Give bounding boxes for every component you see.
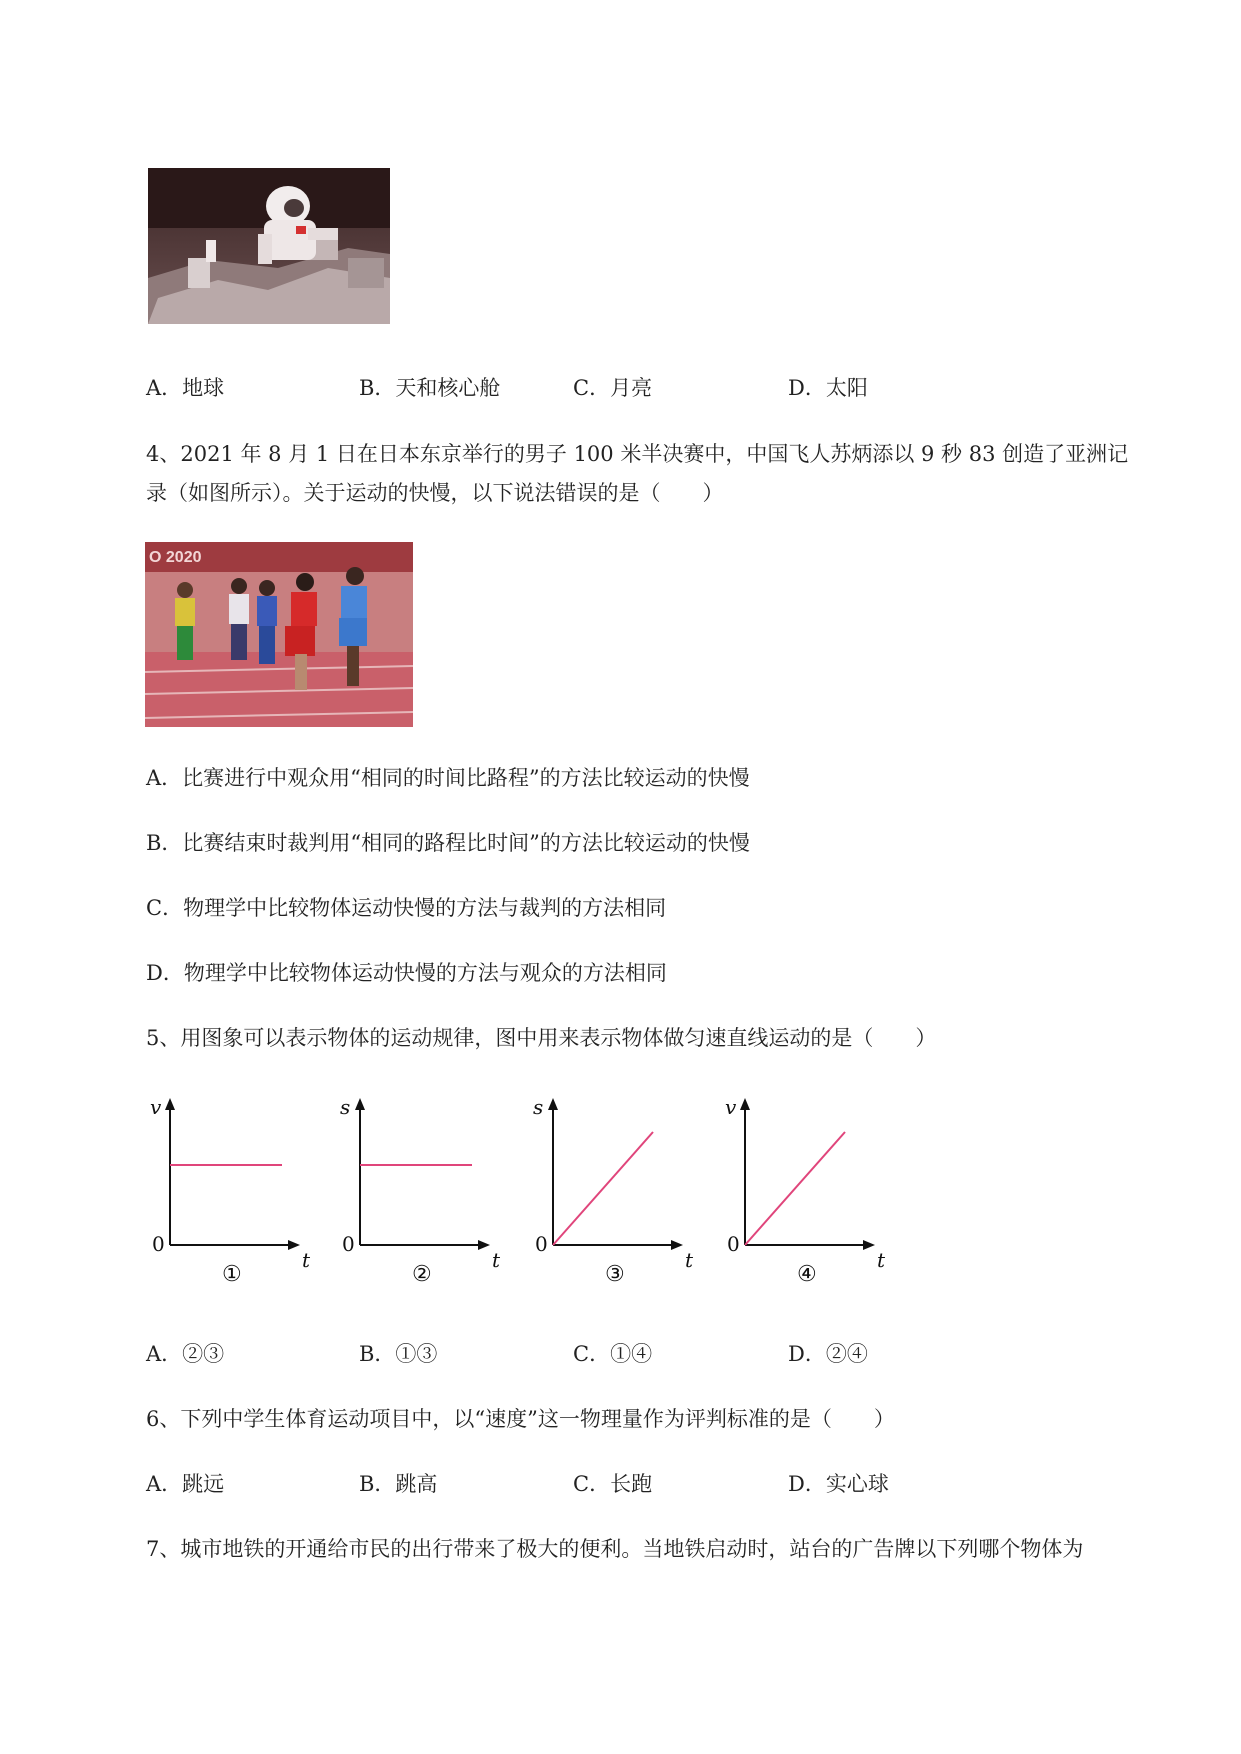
- q4-option-a: A．比赛进行中观众用“相同的时间比路程”的方法比较运动的快慢: [146, 766, 750, 790]
- graph-3-caption: ③: [605, 1262, 625, 1287]
- q5-stem: 5、用图象可以表示物体的运动规律，图中用来表示物体做匀速直线运动的是（ ）: [146, 1026, 937, 1050]
- graph-3-y-label: s: [533, 1095, 544, 1119]
- graph-1-x-arrow: [288, 1240, 300, 1250]
- q3-option-a: A．地球: [146, 376, 225, 400]
- q6-option-b: B．跳高: [359, 1472, 438, 1496]
- graph-4-data-line: [745, 1132, 845, 1245]
- q4-stem-line-1: 4、2021 年 8 月 1 日在日本东京举行的男子 100 米半决赛中，中国飞人苏炳添以 9 秒 83 创造了亚洲记: [146, 442, 1129, 466]
- graph-1-origin-label: 0: [152, 1232, 165, 1256]
- q5-option-b: B．①③: [359, 1342, 438, 1366]
- q5-option-d: D．②④: [788, 1342, 868, 1366]
- graph-2-y-arrow: [355, 1098, 365, 1110]
- astronaut-photo: [148, 168, 390, 324]
- q4-option-d: D．物理学中比较物体运动快慢的方法与观众的方法相同: [146, 961, 667, 985]
- sprint-race-photo: [145, 542, 413, 727]
- graph-4-y-label: v: [725, 1095, 737, 1119]
- graph-2-x-arrow: [478, 1240, 490, 1250]
- graph-4-x-label: t: [877, 1248, 886, 1272]
- q3-option-c: C．月亮: [573, 376, 653, 400]
- graph-4-y-arrow: [740, 1098, 750, 1110]
- photo-olympic-text: O 2020: [149, 549, 202, 566]
- graph-2-y-label: s: [340, 1095, 351, 1119]
- q4-option-b: B．比赛结束时裁判用“相同的路程比时间”的方法比较运动的快慢: [146, 831, 750, 855]
- graph-3-x-arrow: [671, 1240, 683, 1250]
- graph-2-origin-label: 0: [342, 1232, 355, 1256]
- graph-4-origin-label: 0: [727, 1232, 740, 1256]
- q3-option-d: D．太阳: [788, 376, 868, 400]
- motion-graphs: [140, 1090, 900, 1300]
- graph-1-caption: ①: [222, 1262, 242, 1287]
- q6-option-a: A．跳远: [146, 1472, 225, 1496]
- graph-1-y-label: v: [150, 1095, 162, 1119]
- graph-3-y-arrow: [548, 1098, 558, 1110]
- graph-2-caption: ②: [412, 1262, 432, 1287]
- graph-2-x-label: t: [492, 1248, 501, 1272]
- q6-stem: 6、下列中学生体育运动项目中，以“速度”这一物理量作为评判标准的是（ ）: [146, 1407, 895, 1431]
- q6-option-c: C．长跑: [573, 1472, 653, 1496]
- q5-option-c: C．①④: [573, 1342, 653, 1366]
- graph-1-y-arrow: [165, 1098, 175, 1110]
- motion-graphs-svg: [140, 1090, 900, 1300]
- graph-3-origin-label: 0: [535, 1232, 548, 1256]
- graph-4-x-arrow: [863, 1240, 875, 1250]
- q6-option-d: D．实心球: [788, 1472, 889, 1496]
- q4-stem-line-2: 录（如图所示）。关于运动的快慢，以下说法错误的是（ ）: [146, 481, 724, 505]
- q4-option-c: C．物理学中比较物体运动快慢的方法与裁判的方法相同: [146, 896, 667, 920]
- graph-3-data-line: [553, 1132, 653, 1245]
- q7-stem: 7、城市地铁的开通给市民的出行带来了极大的便利。当地铁启动时，站台的广告牌以下列哪个物体为: [146, 1537, 1084, 1561]
- graph-3-x-label: t: [685, 1248, 694, 1272]
- q5-option-a: A．②③: [146, 1342, 225, 1366]
- graph-1-x-label: t: [302, 1248, 311, 1272]
- q3-option-b: B．天和核心舱: [359, 376, 501, 400]
- graph-4-caption: ④: [797, 1262, 817, 1287]
